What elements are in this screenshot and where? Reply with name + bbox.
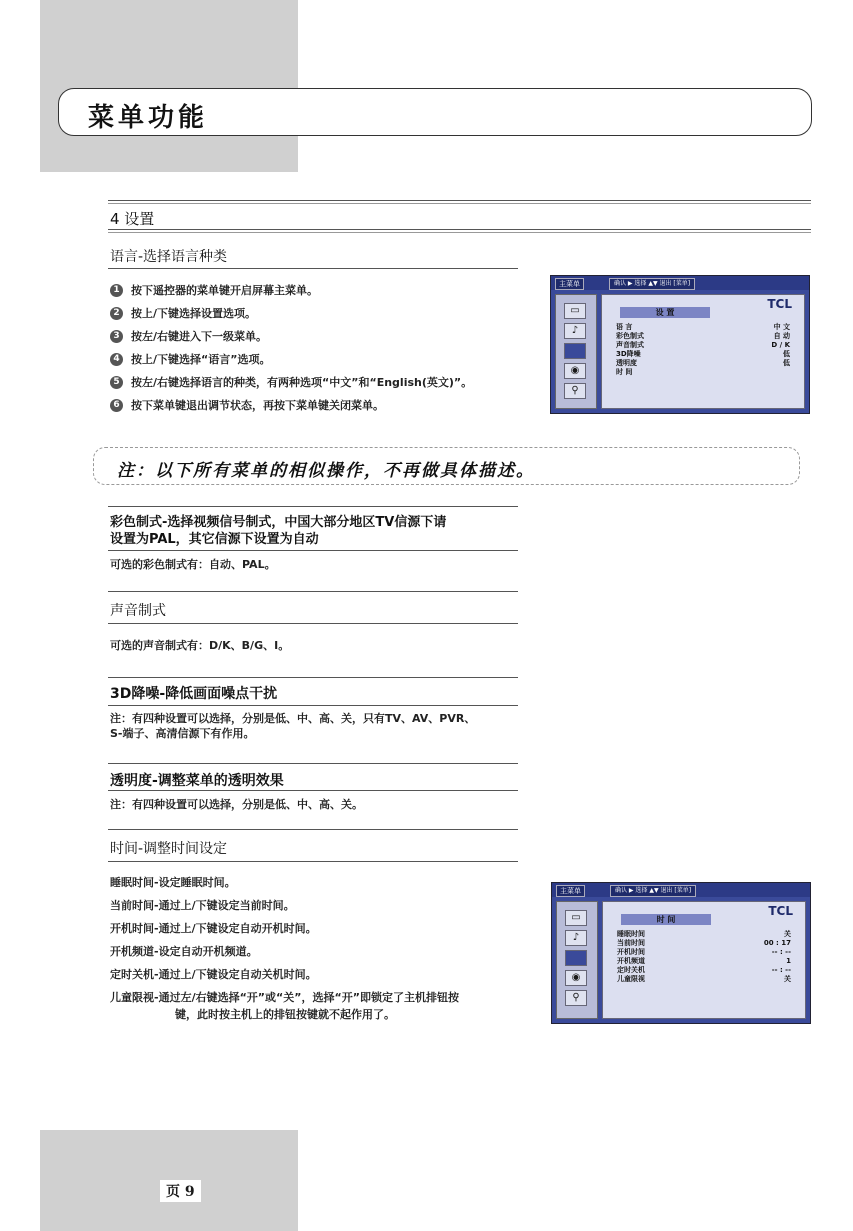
tv-hint-bar: 确认 ▶ 选择 ▲▼ 退出 [菜单]	[610, 885, 696, 897]
note-text: 注：以下所有菜单的相似操作，不再做具体描述。	[117, 461, 535, 481]
section-title: 4 设置	[110, 210, 155, 228]
picture-icon: ▭	[564, 303, 586, 319]
time-item: 开机频道-设定自动开机频道。	[110, 945, 258, 958]
sound-system-title: 声音制式	[110, 603, 166, 619]
time-item-continuation: 键，此时按主机上的排钮按键就不起作用了。	[175, 1008, 395, 1021]
step-5: 5 按左/右键选择语言的种类，有两种选项“中文”和“English(英文)”。	[110, 374, 472, 390]
noise-body: 注：有四种设置可以选择，分别是低、中、高、关，只有TV、AV、PVR、 S-端子、高清信源下有作用。	[110, 712, 476, 740]
color-system-body: 可选的彩色制式有：自动、PAL。	[110, 558, 276, 571]
language-rule	[108, 268, 518, 269]
tv-menu-row: 声音制式 D / K	[616, 341, 790, 349]
search-icon: ⚲	[564, 383, 586, 399]
language-title: 语言-选择语言种类	[110, 249, 228, 265]
tv-menu-panel	[601, 294, 805, 409]
time-title: 时间-调整时间设定	[110, 841, 228, 857]
transparency-title: 透明度-调整菜单的透明效果	[110, 773, 284, 789]
search-icon: ⚲	[565, 990, 587, 1006]
time-item: 当前时间-通过上/下键设定当前时间。	[110, 899, 295, 912]
tv-menu-screenshot-time	[551, 882, 811, 1024]
tv-menu-row: 当前时间 00 : 17	[617, 939, 791, 947]
step-6: 6 按下菜单键退出调节状态，再按下菜单键关闭菜单。	[110, 397, 384, 413]
tv-menu-row: 3D降噪 低	[616, 350, 790, 358]
tv-menu-row: 彩色制式 自 动	[616, 332, 790, 340]
side-band-top	[40, 0, 298, 172]
noise-rule-top	[108, 677, 518, 678]
sound-system-body: 可选的声音制式有：D/K、B/G、I。	[110, 639, 290, 652]
time-item: 儿童限视-通过左/右键选择“开”或“关”，选择“开”即锁定了主机排钮按	[110, 991, 459, 1004]
tv-menu-panel	[602, 901, 806, 1019]
sound-system-rule-bottom	[108, 623, 518, 624]
step-3: 3 按左/右键进入下一级菜单。	[110, 328, 267, 344]
tv-menu-row: 透明度 低	[616, 359, 790, 367]
page-title: 菜单功能	[88, 103, 209, 133]
tv-menu-row: 时 间	[616, 368, 633, 376]
settings-icon	[565, 950, 587, 966]
tv-menu-row: 儿童限视 关	[617, 975, 791, 983]
picture-icon: ▭	[565, 910, 587, 926]
time-rule-top	[108, 829, 518, 830]
tv-menu-row: 开机时间 -- : --	[617, 948, 791, 956]
noise-title: 3D降噪-降低画面噪点干扰	[110, 686, 278, 702]
sound-icon: ♪	[564, 323, 586, 339]
transparency-rule-top	[108, 763, 518, 764]
time-item: 开机时间-通过上/下键设定自动开机时间。	[110, 922, 317, 935]
channel-icon: ◉	[565, 970, 587, 986]
tv-top-bar	[552, 883, 810, 897]
step-1: 1 按下遥控器的菜单键开启屏幕主菜单。	[110, 282, 318, 298]
section-rule-top	[108, 200, 811, 204]
page-number: 页 9	[160, 1180, 201, 1202]
tv-menu-row: 开机频道 1	[617, 957, 791, 965]
time-rule-bottom	[108, 861, 518, 862]
tv-hint-bar: 确认 ▶ 选择 ▲▼ 退出 [菜单]	[609, 278, 695, 290]
tv-menu-row: 语 言 中 文	[616, 323, 790, 331]
tv-menu-screenshot-settings	[550, 275, 810, 414]
tv-main-menu-tab: 主菜单	[555, 278, 584, 290]
tv-menu-row: 定时关机 -- : --	[617, 966, 791, 974]
time-item: 睡眠时间-设定睡眠时间。	[110, 876, 236, 889]
step-2: 2 按上/下键选择设置选项。	[110, 305, 256, 321]
tv-menu-row: 睡眠时间 关	[617, 930, 791, 938]
tv-menu-heading: 设 置	[620, 307, 710, 318]
tv-top-bar	[551, 276, 809, 290]
tv-menu-heading: 时 间	[621, 914, 711, 925]
sound-system-rule-top	[108, 591, 518, 592]
tv-icon-column	[556, 901, 598, 1019]
tv-main-menu-tab: 主菜单	[556, 885, 585, 897]
color-system-rule-top	[108, 506, 518, 507]
color-system-rule-bottom	[108, 550, 518, 551]
channel-icon: ◉	[564, 363, 586, 379]
color-system-title: 彩色制式-选择视频信号制式，中国大部分地区TV信源下请 设置为PAL，其它信源下设置为自动	[110, 515, 447, 547]
time-item: 定时关机-通过上/下键设定自动关机时间。	[110, 968, 317, 981]
settings-icon	[564, 343, 586, 359]
tcl-logo: TCL	[768, 904, 793, 918]
noise-rule-bottom	[108, 705, 518, 706]
transparency-body: 注：有四种设置可以选择，分别是低、中、高、关。	[110, 798, 363, 811]
transparency-rule-bottom	[108, 790, 518, 791]
section-rule-bottom	[108, 229, 811, 233]
tv-icon-column	[555, 294, 597, 409]
sound-icon: ♪	[565, 930, 587, 946]
step-4: 4 按上/下键选择“语言”选项。	[110, 351, 270, 367]
tcl-logo: TCL	[767, 297, 792, 311]
